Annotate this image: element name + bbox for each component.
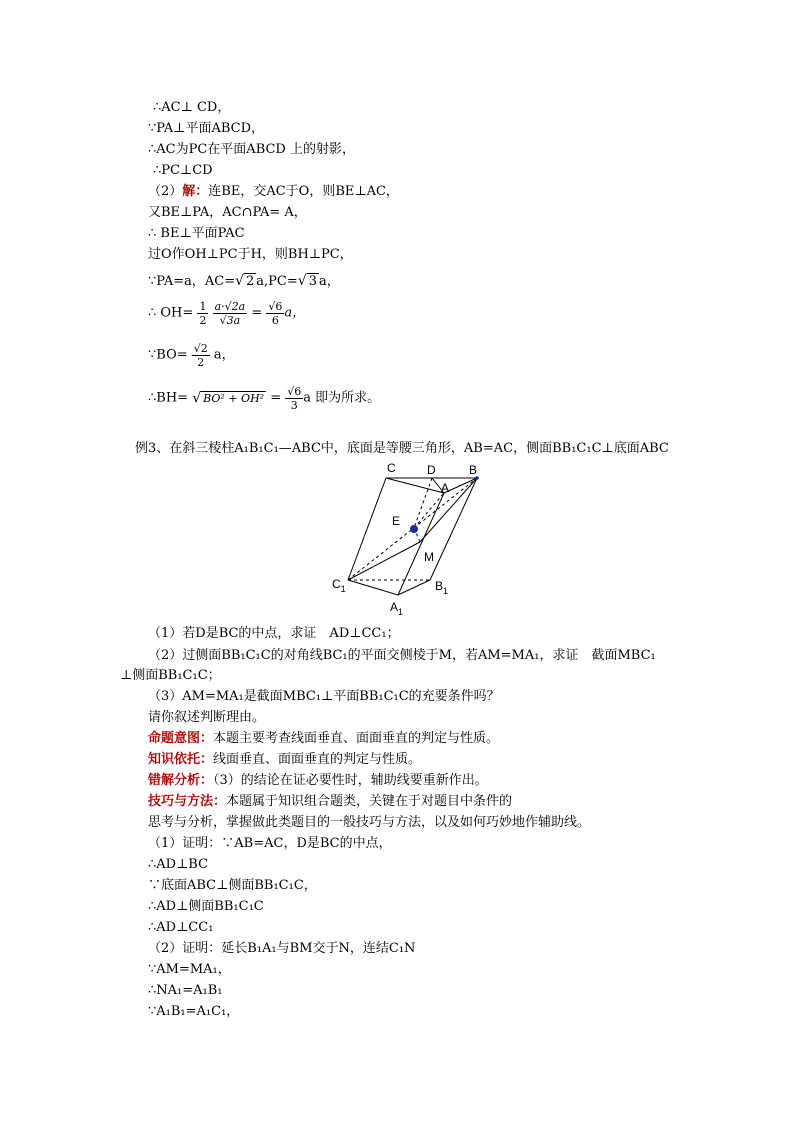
oh-formula: [148, 300, 305, 327]
analysis-technique: [148, 794, 512, 810]
label-a1-sub: 1: [398, 607, 404, 617]
analysis-mistake-tag: 错解分析：: [148, 773, 214, 788]
proof-line-1: ∴AC⊥ CD，: [153, 100, 231, 115]
bo-den: 2: [197, 356, 205, 369]
solution-line-6: （2）证明：延长B₁A₁与BM交于N，连结C₁N: [148, 941, 416, 956]
oh-result-fraction: [266, 300, 284, 327]
oh-tail: a，: [284, 305, 306, 321]
analysis-technique-cont: 思考与分析，掌握做此类题目的一般技巧与方法，以及如何巧妙地作辅助线。: [148, 815, 591, 830]
question-3-prompt: 请你叙述判断理由。: [148, 710, 266, 725]
edge-c1m: [348, 542, 420, 580]
bo-fraction: [192, 342, 210, 369]
half-num: 1: [199, 300, 207, 313]
oh-label: ∴ OH=: [148, 305, 194, 321]
solution-line-2: ∴AD⊥BC: [148, 857, 209, 872]
label-c: C: [387, 461, 396, 475]
bh-num: √6: [287, 385, 302, 398]
proof-line-2: ∵PA⊥平面ABCD，: [148, 121, 264, 136]
part2-line-3: ∴ BE⊥平面PAC: [148, 226, 245, 241]
part2-prefix: （2）: [148, 184, 183, 199]
oh-den: √3a: [219, 314, 241, 327]
label-b: B: [469, 463, 478, 477]
sqrt-icon: √: [192, 390, 202, 407]
part2-line-2: 又BE⊥PA，AC∩PA= A，: [148, 205, 307, 220]
edge-a1b1: [398, 580, 430, 595]
label-d: D: [427, 463, 436, 477]
label-a1: [390, 600, 403, 617]
example3-heading: 例3、在斜三棱柱A₁B₁C₁—ABC中，底面是等腰三角形，AB=AC，侧面BB₁C₁C⊥底面ABC: [135, 441, 669, 456]
bo-num: √2: [193, 342, 208, 355]
analysis-intent-tag: 命题意图：: [148, 731, 214, 746]
bh-label: ∴BH=: [148, 390, 189, 406]
pc-tail: a，: [318, 274, 340, 289]
solution-line-9: ∵A₁B₁=A₁C₁，: [148, 1004, 240, 1019]
label-m: M: [424, 550, 434, 564]
bh-formula: [148, 385, 380, 412]
oh-num: a·√2a: [214, 300, 246, 313]
edge-ca: [386, 478, 444, 493]
bh-fraction: [285, 385, 303, 412]
analysis-mistake-text: （3）的结论在证必要性时，辅助线要重新作出。: [213, 773, 488, 788]
half-den: 2: [199, 314, 207, 327]
part2-line-5: [148, 273, 340, 290]
prism-figure: [320, 458, 490, 620]
analysis-knowledge: [148, 752, 421, 768]
bo-formula: [148, 342, 235, 369]
bh-equals: =: [270, 390, 282, 406]
label-b1-sub: 1: [443, 586, 449, 596]
analysis-technique-tag: 技巧与方法：: [148, 794, 227, 809]
bo-tail: a，: [213, 347, 235, 363]
question-2-line-2: ⊥侧面BB₁C₁C；: [120, 668, 221, 683]
analysis-technique-text: 本题属于知识组合题类，关键在于对题目中条件的: [226, 794, 513, 809]
part2-line-1: [148, 184, 399, 200]
bh-den: 3: [290, 399, 298, 412]
label-a1-letter: A: [390, 600, 399, 614]
label-b1: [435, 579, 448, 596]
label-b1-letter: B: [435, 579, 444, 593]
part2-solution-tag: 解：: [182, 184, 209, 199]
proof-line-4: ∴PC⊥CD: [153, 163, 213, 178]
oh-result-num: √6: [268, 300, 283, 313]
part2-line-4: 过O作OH⊥PC于H，则BH⊥PC，: [148, 247, 353, 262]
label-c1-letter: C: [332, 577, 341, 591]
solution-line-3: ∵底面ABC⊥侧面BB₁C₁C，: [148, 878, 317, 893]
oh-fraction: [213, 300, 248, 327]
question-2-line-1: （2）过侧面BB₁C₁C的对角线BC₁的平面交侧棱于M，若AM=MA₁，求证 截面MBC₁: [148, 648, 656, 663]
bo-label: ∵BO=: [148, 347, 188, 363]
analysis-mistake: [148, 773, 488, 789]
solution-line-1: （1）证明：∵AB=AC，D是BC的中点，: [148, 836, 392, 851]
line-ea-hidden: [414, 493, 444, 528]
analysis-knowledge-tag: 知识依托：: [148, 752, 214, 767]
half-fraction: [197, 300, 208, 327]
solution-line-4: ∴AD⊥侧面BB₁C₁C: [148, 899, 264, 914]
oh-equals: =: [251, 305, 263, 321]
proof-line-3: ∴AC为PC在平面ABCD 上的射影，: [148, 142, 355, 157]
analysis-intent-text: 本题主要考查线面垂直、面面垂直的判定与性质。: [213, 731, 500, 746]
radicand-3: 3: [308, 274, 317, 289]
sqrt-icon: √: [235, 273, 245, 289]
label-a: A: [441, 481, 450, 495]
solution-line-5: ∴AD⊥CC₁: [148, 920, 214, 935]
edge-bb1: [430, 478, 477, 580]
label-e: E: [392, 514, 401, 528]
point-e-dot: [410, 525, 418, 533]
bh-tail: a 即为所求。: [303, 390, 381, 406]
pc-text: a,PC=: [256, 274, 298, 289]
oh-result-den: 6: [271, 314, 279, 327]
part2-line-1-text: 连BE，交AC于O，则BE⊥AC，: [208, 184, 399, 199]
analysis-intent: [148, 731, 499, 747]
question-1: （1）若D是BC的中点，求证 AD⊥CC₁；: [148, 626, 400, 641]
pa-ac-text: ∵PA=a，AC=: [148, 274, 236, 289]
solution-line-8: ∴NA₁=A₁B₁: [148, 983, 223, 998]
label-c1-sub: 1: [340, 584, 346, 594]
radicand-2: 2: [246, 274, 255, 289]
question-3: （3）AM=MA₁是截面MBC₁⊥平面BB₁C₁C的充要条件吗？: [148, 689, 500, 704]
label-c1: [332, 577, 346, 594]
analysis-knowledge-text: 线面垂直、面面垂直的判定与性质。: [213, 752, 422, 767]
bh-radicand: BO² + OH²: [203, 391, 265, 405]
solution-line-7: ∵AM=MA₁，: [148, 962, 231, 977]
sqrt-icon: √: [297, 273, 307, 289]
edge-c1a1: [348, 580, 398, 595]
